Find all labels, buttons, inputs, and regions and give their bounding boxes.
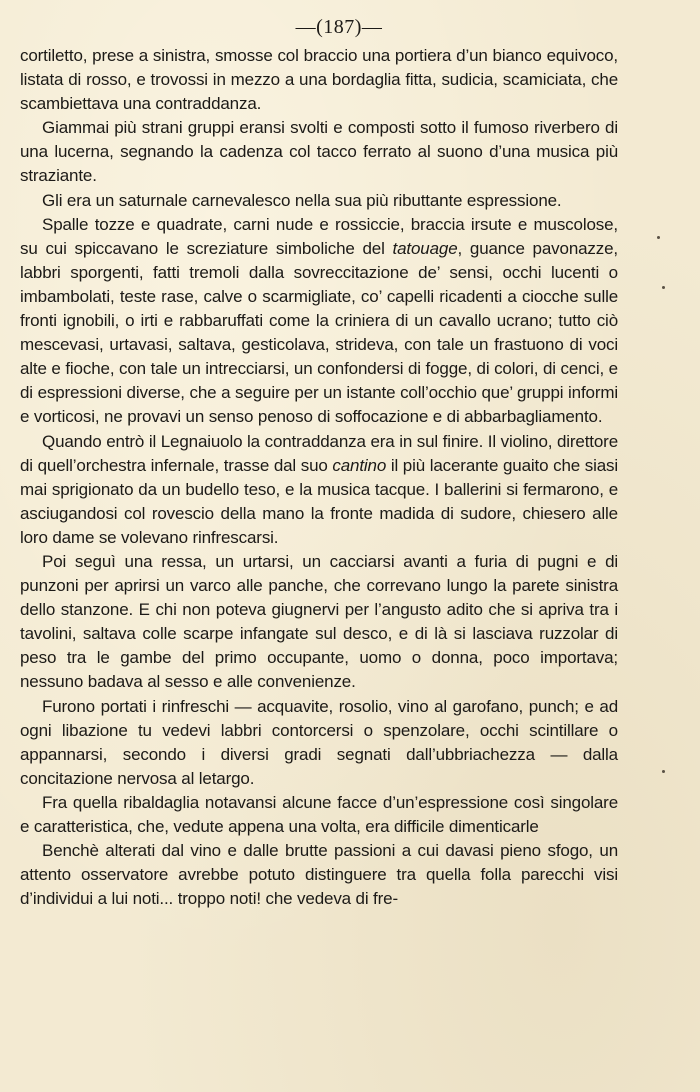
text-segment: , guance pavonazze, labbri sporgenti, fatti tremoli dalla sovreccitazione de’ sensi, occhi lucenti o imbambolati, teste rase, calve o scarmigliate, co’ capelli ricadenti a ciocche sulle fronti ignobili, o irti e rabbaruffati come la criniera di un cavallo ucrano; tutto ciò mescevasi, urtavasi, saltava, gesticolava, strideva, con tale un frastuono di voci alte e fioche, con tale un intrecciarsi, un confondersi di fogge, di colori, di cenci, e di espressioni diverse, che a seguire per un istante coll’occhio que’ gruppi informi e vorticosi, ne provavi un senso penoso di soffocazione e di abbarbagliamento. [20, 238, 619, 427]
text-segment: Gli era un saturnale carnevalesco nella sua più ributtante espressione. [42, 190, 562, 210]
text-segment: Quando entrò il Legnaiuolo la contraddanza era in sul finire. Il violino, direttore di quell’orchestra infernale, trasse dal suo [20, 431, 618, 475]
text-segment: Benchè alterati dal vino e dalle brutte passioni a cui davasi pieno sfogo, un attento osservatore avrebbe potuto distinguere tra quella folla parecchi visi d’individui a lui noti... troppo noti! che vedeva di fre- [20, 841, 618, 909]
paragraph [20, 550, 618, 695]
text-segment: cortiletto, prese a sinistra, smosse col braccio una portiera d’un bianco equivoco, listata di rosso, e trovossi in mezzo a una bordaglia fitta, sudicia, scamiciata, che scambiettava una contraddanza. [20, 46, 618, 114]
text-segment: Furono portati i rinfreschi — acquavite, rosolio, vino al garofano, punch; e ad ogni libazione tu vedevi labbri contorcersi o spenzolare, occhi scintillare o appannarsi, secondo i diversi gradi segnati dall’ubbriachezza — dalla concitazione nervosa al letargo. [20, 696, 618, 788]
margin-speck [657, 236, 660, 239]
page-number: —(187)— [295, 16, 383, 38]
text-segment: Giammai più strani gruppi eransi svolti e composti sotto il fumoso riverbero di una lucerna, segnando la cadenza col tacco ferrato al suono d’una musica più straziante. [20, 118, 618, 186]
paragraph [20, 44, 618, 116]
paragraph [20, 213, 618, 430]
paragraph [20, 189, 618, 213]
paragraph [20, 430, 618, 550]
italic-term: tatouage [392, 238, 458, 258]
text-segment: il più lacerante guaito che siasi mai sprigionato da un budello teso, e la musica tacque. I ballerini si fermarono, e asciugandosi col rovescio della mano la fronte madida di sudore, chiesero alle loro dame se volevano rinfrescarsi. [20, 455, 619, 547]
paragraph [20, 695, 618, 791]
body-text [20, 44, 618, 911]
text-segment: Fra quella ribaldaglia notavansi alcune facce d’un’espressione così singolare e caratteristica, che, vedute appena una volta, era difficile dimenticarle [20, 792, 618, 836]
text-segment: Poi seguì una ressa, un urtarsi, un cacciarsi avanti a furia di pugni e di punzoni per aprirsi un varco alle panche, che correvano lungo la parete sinistra dello stanzone. E chi non poteva giugnervi per l’angusto adito che si apriva tra i tavolini, saltava colle scarpe infangate sul desco, e di là si lasciava ruzzolar di peso tra le gambe del primo occupante, uomo o donna, poco importava; nessuno badava al sesso e alle convenienze. [20, 551, 618, 692]
paragraph [20, 791, 618, 839]
italic-term: cantino [332, 455, 387, 475]
paragraph [20, 839, 618, 911]
book-page [20, 10, 618, 1080]
margin-speck [662, 286, 665, 289]
paragraph [20, 116, 618, 188]
text-segment: Spalle tozze e quadrate, carni nude e rossiccie, braccia irsute e muscolose, su cui spiccavano le screziature simboliche del [20, 214, 618, 258]
margin-speck [662, 770, 665, 773]
